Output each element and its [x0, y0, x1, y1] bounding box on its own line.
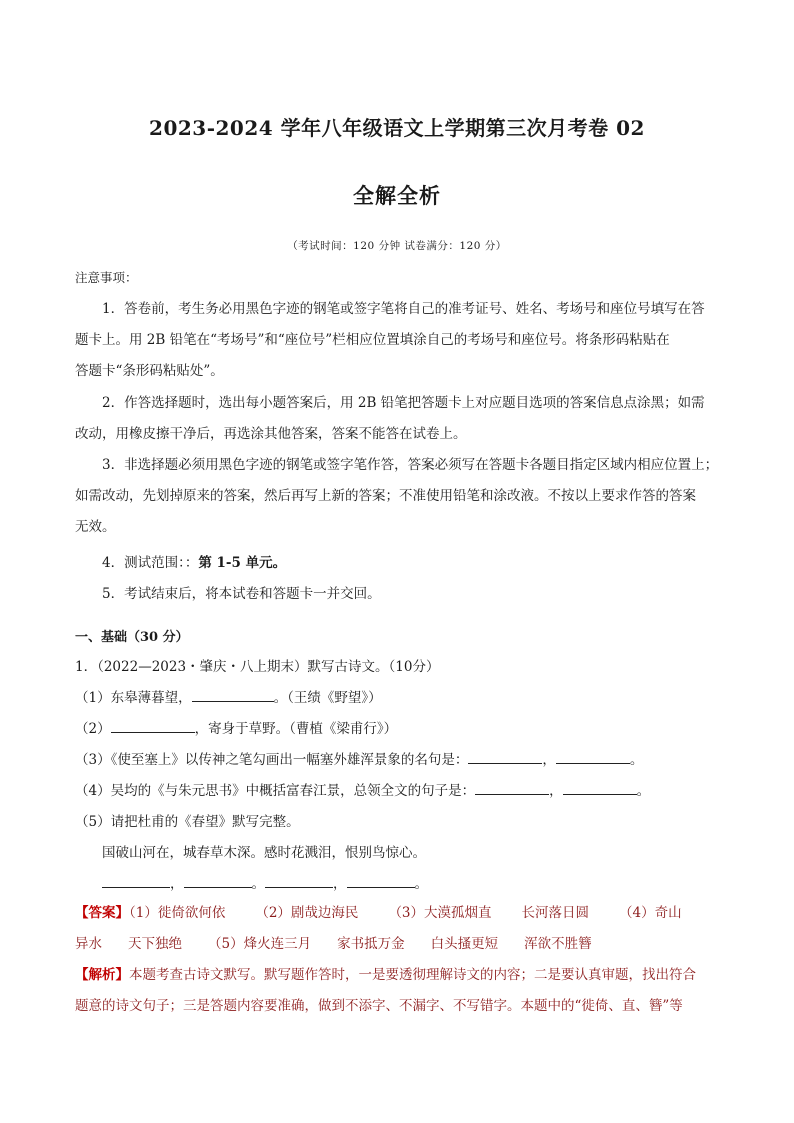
analysis-block	[75, 960, 725, 1022]
answer-blank	[468, 749, 542, 764]
document-subtitle: 全解全析	[353, 183, 441, 208]
note-3-line-1: 3．非选择题必须用黑色字迹的钢笔或签字笔作答，答案必须写在答题卡各题目指定区域内相应位置上；	[102, 457, 719, 473]
answer-2: （2）剧哉边海民	[255, 905, 359, 921]
answer-blank	[265, 873, 333, 888]
note-item-1	[75, 294, 725, 387]
answer-3b: 长河落日圆	[521, 905, 590, 921]
answer-4a: （4）奇山	[619, 905, 682, 921]
sub-4-suffix: 。	[636, 783, 651, 799]
sub-2-suffix: ，寄身于草野。（曹植《梁甫行》）	[194, 721, 398, 737]
answer-blank	[475, 780, 549, 795]
note-4-scope: 第 1-5 单元。	[198, 555, 287, 571]
question-1-sub-2	[75, 717, 397, 737]
note-1-line-1: 1．答卷前，考生务必用黑色字迹的钢笔或签字笔将自己的准考证号、姓名、考场号和座位号填写在答	[102, 301, 705, 317]
sub-4-prefix: （4）吴均的《与朱元思书》中概括富春江景，总领全文的句子是：	[75, 783, 476, 799]
answer-block	[75, 898, 725, 960]
question-1-sub-4	[75, 779, 650, 799]
note-2-line-2: 改动，用橡皮擦干净后，再选涂其他答案，答案不能答在试卷上。	[75, 426, 467, 442]
exam-info: （考试时间：120 分钟 试卷满分：120 分）	[287, 240, 507, 252]
answer-blank	[184, 873, 252, 888]
sub-1-prefix: （1）东皋薄暮望，	[75, 690, 192, 706]
note-item-4	[102, 551, 286, 571]
note-3-line-3: 无效。	[75, 519, 116, 535]
note-2-line-1: 2．作答选择题时，选出每小题答案后，用 2B 铅笔把答题卡上对应题目选项的答案信息点涂黑；如需	[102, 395, 705, 411]
answer-blank	[192, 687, 274, 702]
answer-5b: 家书抵万金	[337, 936, 405, 952]
answer-blank	[556, 749, 630, 764]
answer-4c: 天下独绝	[128, 936, 182, 952]
sub-4-mid: ，	[549, 783, 563, 799]
answer-4b: 异水	[75, 936, 102, 952]
answer-line-1	[75, 898, 725, 929]
poem-sep-4: 。	[414, 876, 428, 892]
sub-3-suffix: 。	[629, 752, 644, 768]
notes-label: 注意事项：	[75, 270, 138, 285]
answer-blank	[111, 718, 195, 733]
answer-1: （1）徙倚欲何依	[129, 905, 226, 921]
analysis-line-1	[75, 960, 725, 991]
answer-5d: 浑欲不胜簪	[524, 936, 592, 952]
sub-1-suffix: 。（王绩《野望》）	[273, 690, 382, 706]
note-item-5: 5．考试结束后，将本试卷和答题卡一并交回。	[102, 586, 381, 602]
question-1-sub-1	[75, 686, 382, 706]
sub-2-prefix: （2）	[75, 721, 111, 737]
sub-3-mid: ，	[542, 752, 556, 768]
question-1-stem: 1．（2022—2023・肇庆・八上期末）默写古诗文。（10分）	[75, 659, 440, 675]
answer-blank	[102, 873, 170, 888]
answer-5c: 白头搔更短	[430, 936, 499, 952]
note-3-line-2: 如需改动，先划掉原来的答案，然后再写上新的答案；不准使用铅笔和涂改液。不按以上要求作答的答案	[75, 488, 696, 504]
answer-tag: 【答案】	[75, 905, 129, 921]
note-item-2	[75, 388, 725, 450]
question-1-sub-5: （5）请把杜甫的《春望》默写完整。	[75, 814, 300, 830]
answer-blank	[563, 780, 637, 795]
note-item-3	[75, 450, 725, 543]
analysis-line-2: 题意的诗文句子；三是答题内容要准确，做到不添字、不漏字、不写错字。本题中的“徙倚、直、簪”等	[75, 998, 683, 1014]
section-1-heading: 一、基础（30 分）	[75, 630, 189, 645]
poem-sep-1: ，	[170, 876, 184, 892]
answer-5a: （5）烽火连三月	[208, 936, 312, 952]
note-1-line-2: 题卡上。用 2B 铅笔在“考场号”和“座位号”栏相应位置填涂自己的考场号和座位号。将条形码粘贴在	[75, 332, 670, 348]
poem-sep-3: ，	[333, 876, 347, 892]
answer-blank	[347, 873, 415, 888]
analysis-text-1: 本题考查古诗文默写。默写题作答时，一是要透彻理解诗文的内容；二是要认真审题，找出符合	[129, 967, 696, 983]
sub-3-prefix: （3）《使至塞上》以传神之笔勾画出一幅塞外雄浑景象的名句是：	[75, 752, 469, 768]
note-4-prefix: 4．测试范围：：	[102, 555, 199, 571]
answer-3a: （3）大漠孤烟直	[388, 905, 492, 921]
question-1-sub-3	[75, 748, 643, 768]
poem-blanks	[102, 872, 428, 892]
document-title: 2023-2024 学年八年级语文上学期第三次月考卷 02	[149, 116, 645, 140]
poem-sep-2: 。	[251, 876, 265, 892]
analysis-tag: 【解析】	[75, 967, 129, 983]
note-1-line-3: 答题卡“条形码粘贴处”。	[75, 363, 224, 379]
answer-line-2	[75, 929, 725, 960]
poem-given-lines: 国破山河在，城春草木深。感时花溅泪，恨别鸟惊心。	[102, 845, 426, 861]
